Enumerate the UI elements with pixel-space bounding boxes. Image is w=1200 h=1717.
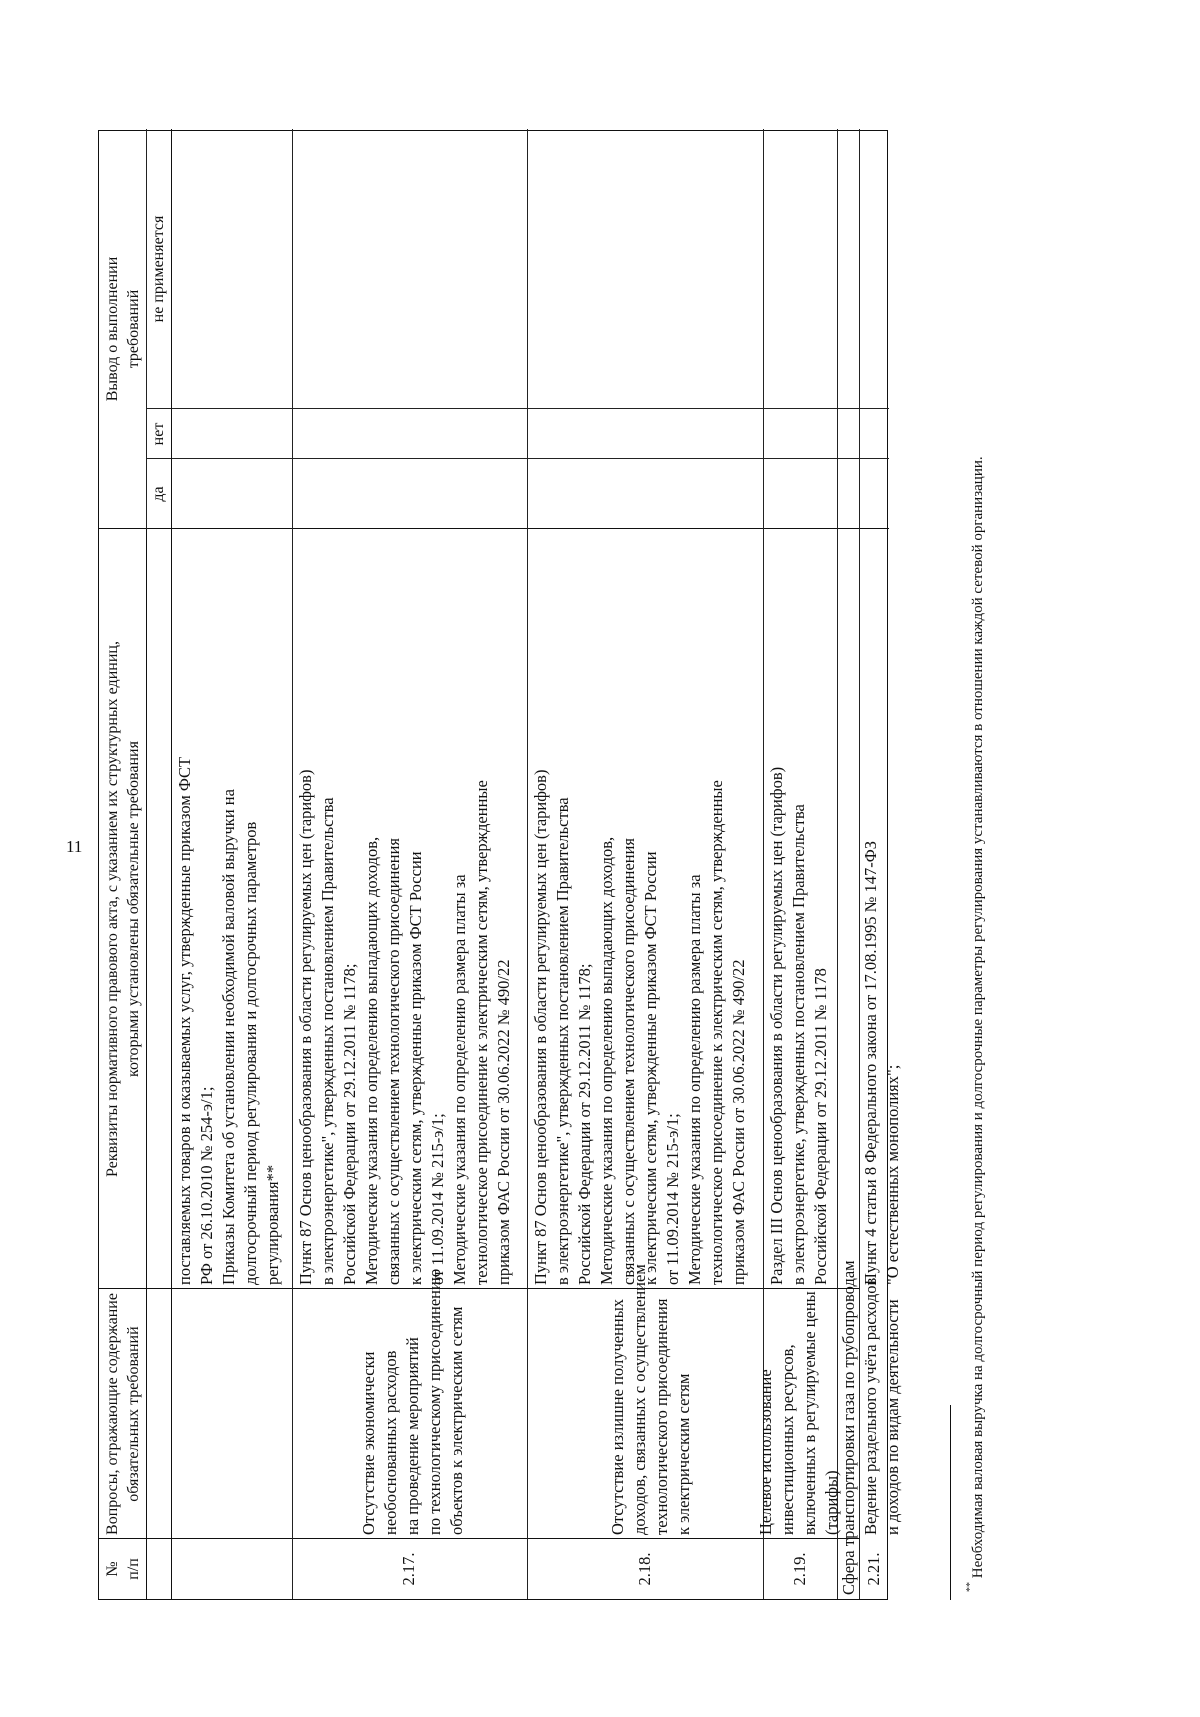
row-question-2-17: Отсутствие экономически необоснованных расходов на проведение мероприятий по технологическому присоединению объектов к электрическим сетям bbox=[359, 1268, 466, 1535]
row-question-2-18: Отсутствие излишне полученных доходов, связанных с осуществлением технологического присоединения к электрическим сетям bbox=[608, 1264, 693, 1535]
conclusion-subheader-divider bbox=[146, 129, 147, 529]
col-divider-no bbox=[146, 408, 889, 409]
continued-requisites: поставляемых товаров и оказываемых услуг, утвержденные приказом ФСТ РФ от 26.10.2010 № 254-э/1; Приказы Комитета об установлении необходимой валовой выручки на долгосрочный период регулирования и долгосрочных параметров регулирования** bbox=[175, 756, 282, 1285]
row-requisites-2-18: Пункт 87 Основ ценообразования в области регулируемых цен (тарифов) в электроэнергетике", утвержденных постановлением Правительства Российской Федерации от 29.12.2011 № 1178; Методические указания по определению выпадающих доходов, связанных с осуществлением технологического присоединения к электрическим сетям, утвержденные приказом ФСТ России от 11.09.2014 № 215-э/1; Методические указания по определению размера платы за технологическое присоединение к электрическим сетям, утвержденные приказом ФАС России от 30.06.2022 № 490/22 bbox=[531, 769, 748, 1285]
header-not-applicable: не применяется bbox=[150, 215, 167, 323]
header-requisites: Реквизиты нормативного правового акта, с указанием их структурных единиц, которыми установлены обязательные требования bbox=[104, 641, 142, 1177]
header-bottom bbox=[171, 129, 172, 1599]
header-divider bbox=[146, 529, 147, 1599]
footnote-mark: ** bbox=[965, 1582, 976, 1592]
row-num-2-17: 2.17. bbox=[399, 1552, 418, 1586]
row-question-2-19: Целевое использование инвестиционных ресурсов, включенных в регулируемые цены (тарифы) bbox=[756, 1291, 841, 1535]
row-num-2-21: 2.21. bbox=[864, 1552, 883, 1586]
row-num-2-19: 2.19. bbox=[790, 1552, 809, 1586]
col-divider-question bbox=[99, 1288, 859, 1289]
row-requisites-2-17: Пункт 87 Основ ценообразования в области регулируемых цен (тарифов) в электроэнергетике", утвержденных постановлением Правительства Российской Федерации от 29.12.2011 № 1178; Методические указания по определению выпадающих доходов, связанных с осуществлением технологического присоединения к электрическим сетям, утвержденные приказом ФСТ России от 11.09.2014 № 215-э/1; Методические указания по определению размера платы за технологическое присоединение к электрическим сетям, утвержденные приказом ФАС России от 30.06.2022 № 490/22 bbox=[296, 769, 513, 1285]
footnote bbox=[966, 92, 990, 1592]
header-no: нет bbox=[150, 422, 167, 446]
col-divider-requisites bbox=[99, 528, 889, 529]
col-divider-num bbox=[99, 1538, 859, 1539]
requirements-table bbox=[98, 130, 902, 1600]
row-divider-217 bbox=[527, 129, 528, 1599]
footnote-text: Необходимая валовая выручка на долгосрочный период регулирования и долгосрочные параметры регулирования устанавливаются в отношении каждой сетевой организации. bbox=[970, 456, 986, 1579]
page-number: 11 bbox=[66, 837, 83, 856]
col-divider-yes bbox=[146, 458, 889, 459]
row-divider-continued bbox=[292, 129, 293, 1599]
header-question: Вопросы, отражающие содержание обязательных требований bbox=[104, 1293, 142, 1535]
row-question-2-21: Ведение раздельного учёта расходов и доходов по видам деятельности bbox=[861, 1277, 902, 1535]
header-conclusion: Вывод о выполнении требований bbox=[104, 256, 142, 402]
header-num: № п/п bbox=[104, 1558, 142, 1580]
footnote-rule bbox=[950, 1405, 951, 1600]
row-requisites-2-21: Пункт 4 статьи 8 Федерального закона от 17.08.1995 № 147-ФЗ "О естественных монополиях"; bbox=[861, 840, 902, 1285]
header-yes: да bbox=[150, 486, 167, 502]
row-num-2-18: 2.18. bbox=[635, 1552, 654, 1586]
row-requisites-2-19: Раздел III Основ ценообразования в области регулируемых цен (тарифов) в электроэнергетике, утвержденных постановлением Правительства Российской Федерации от 29.12.2011 № 1178 bbox=[767, 766, 830, 1285]
section-heading: Сфера транспортировки газа по трубопроводам bbox=[839, 1260, 858, 1595]
rotated-page-content bbox=[98, 10, 1178, 1600]
